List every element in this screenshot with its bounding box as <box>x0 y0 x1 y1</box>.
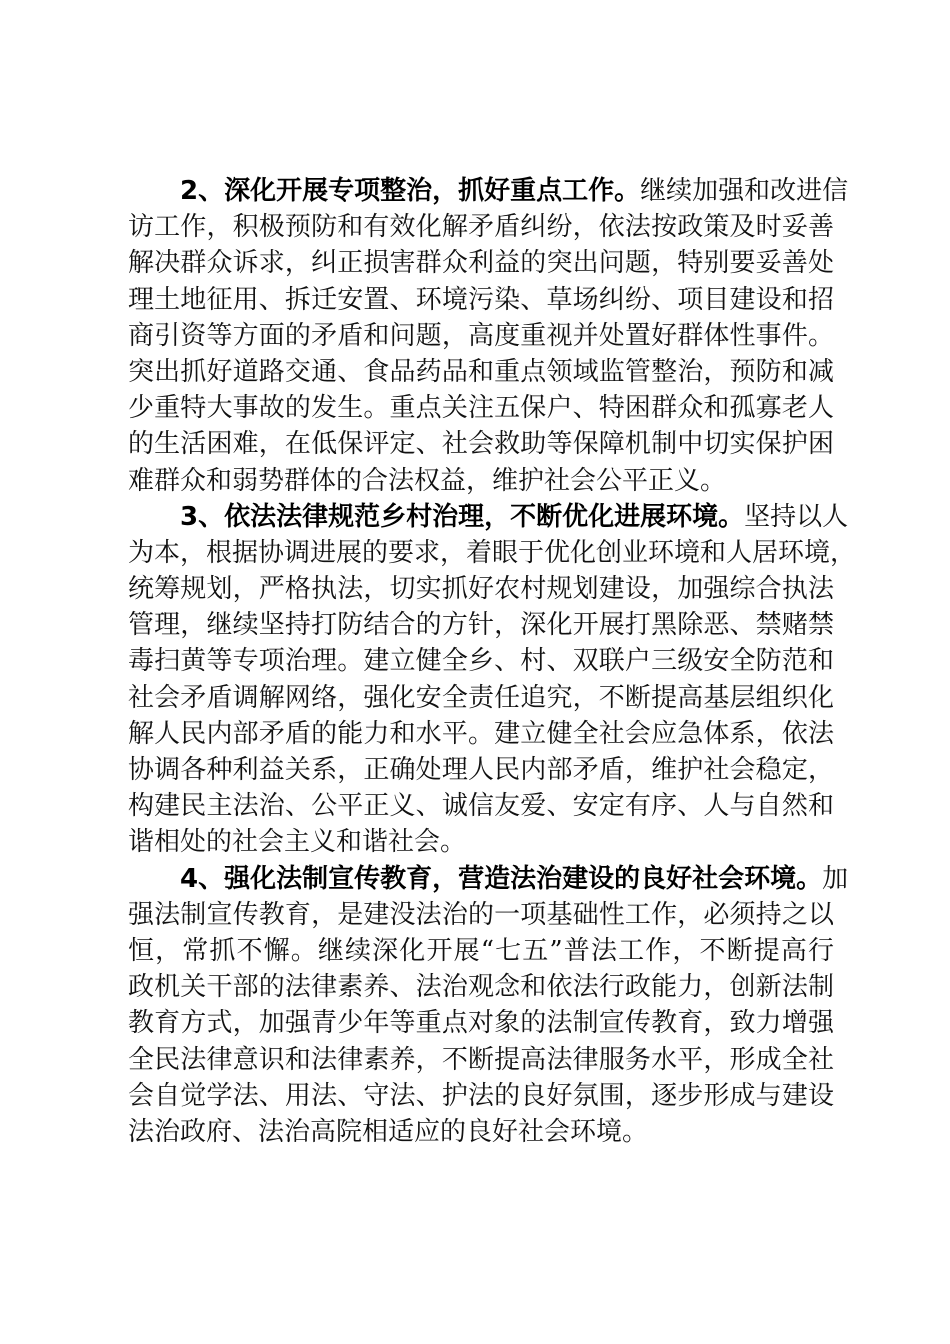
paragraph-line: 会自觉学法、用法、守法、护法的良好氛围，逐步形成与建设 <box>128 1080 834 1111</box>
paragraph-line: 的生活困难，在低保评定、社会救助等保障机制中切实保护困 <box>128 429 834 460</box>
paragraph-line <box>128 861 849 897</box>
paragraph-line: 解决群众诉求，纠正损害群众利益的突出问题，特别要妥善处 <box>128 248 834 279</box>
paragraph-line: 社会矛盾调解网络，强化安全责任追究，不断提高基层组织化 <box>128 682 834 713</box>
paragraph-line: 教育方式，加强青少年等重点对象的法制宣传教育，致力增强 <box>128 1008 834 1039</box>
paragraph-line: 突出抓好道路交通、食品药品和重点领域监管整治，预防和减 <box>128 356 834 387</box>
paragraph-line: 谐相处的社会主义和谐社会。 <box>128 827 467 858</box>
document-body <box>128 173 857 1150</box>
section-heading: 4、强化法制宣传教育，营造法治建设的良好社会环境。 <box>180 863 823 894</box>
paragraph-line: 为本，根据协调进展的要求，着眼于优化创业环境和人居环境， <box>128 537 857 568</box>
paragraph-line: 毒扫黄等专项治理。建立健全乡、村、双联户三级安全防范和 <box>128 646 834 677</box>
section-heading: 3、依法法律规范乡村治理，不断优化进展环境。 <box>180 501 745 532</box>
paragraph-line: 构建民主法治、公平正义、诚信友爱、安定有序、人与自然和 <box>128 791 834 822</box>
paragraph-line: 强法制宣传教育，是建没法治的一项基础性工作，必须持之以 <box>128 899 834 930</box>
paragraph-line: 少重特大事故的发生。重点关注五保户、特困群众和孤寡老人 <box>128 393 834 424</box>
paragraph-line: 理土地征用、拆迁安置、环境污染、草场纠纷、项目建设和招 <box>128 284 834 315</box>
paragraph-line: 访工作，积极预防和有效化解矛盾纠纷，依法按政策及时妥善 <box>128 212 834 243</box>
paragraph-line: 全民法律意识和法律素养，不断提高法律服务水平，形成全社 <box>128 1044 834 1075</box>
paragraph-line: 统筹规划，严格执法，切实抓好农村规划建设，加强综合执法 <box>128 574 834 605</box>
paragraph-line: 法治政府、法治高院相适应的良好社会环境。 <box>128 1116 649 1147</box>
paragraph-text: 加 <box>822 863 849 894</box>
paragraph-line: 解人民内部矛盾的能力和水平。建立健全社会应急体系，依法 <box>128 718 834 749</box>
paragraph-text: 继续加强和改进信 <box>640 176 849 206</box>
paragraph-line: 恒，常抓不懈。继续深化开展“七五”普法工作，不断提高行 <box>128 935 834 966</box>
paragraph-line <box>128 499 849 535</box>
paragraph-line: 难群众和弱势群体的合法权益，维护社会公平正义。 <box>128 465 727 496</box>
section-heading: 2、深化开展专项整治，抓好重点工作。 <box>180 176 641 206</box>
paragraph-text: 坚持以人 <box>744 501 849 532</box>
paragraph-line: 政机关干部的法律素养、法治观念和依法行政能力，创新法制 <box>128 972 834 1003</box>
paragraph-line: 商引资等方面的矛盾和问题，高度重视并处置好群体性事件。 <box>128 320 834 351</box>
paragraph-line <box>128 173 849 209</box>
paragraph-line: 管理，继续坚持打防结合的方针，深化开展打黑除恶、禁赌禁 <box>128 610 834 641</box>
paragraph-line: 协调各种利益关系，正确处理人民内部矛盾，维护社会稳定， <box>128 755 834 785</box>
